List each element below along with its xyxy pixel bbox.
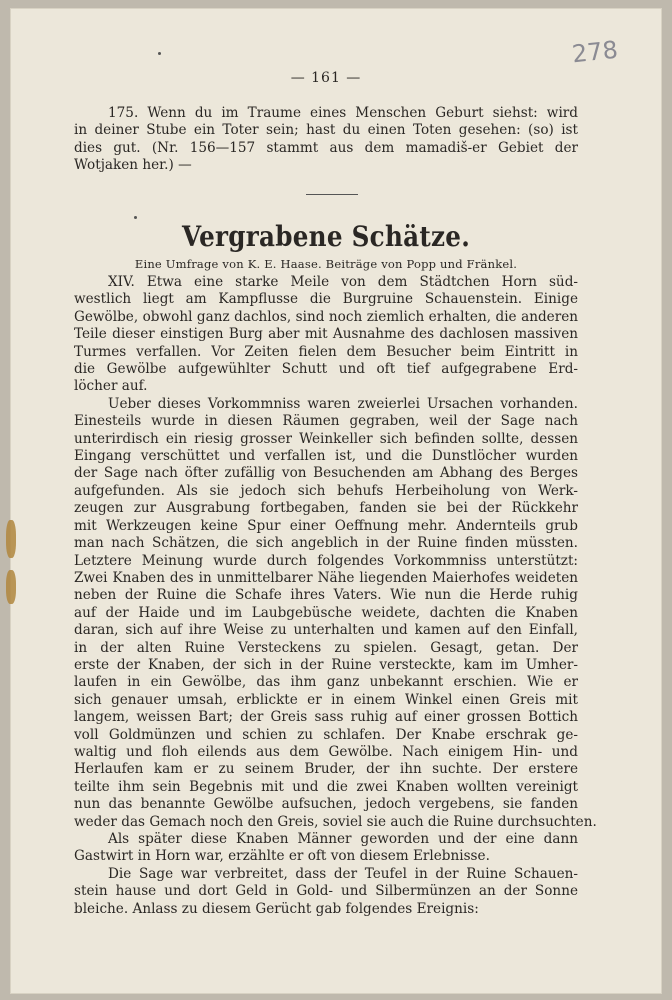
text-line: Turmes verfallen. Vor Zeiten fielen dem Besucher beim Eintritt in [74, 343, 578, 360]
article-subtitle: Eine Umfrage von K. E. Haase. Beiträge von Popp und Fränkel. [134, 257, 518, 271]
text-line: neben der Ruine die Schafe ihres Vaters. Wie nun die Herde ruhig [74, 587, 578, 604]
paragraph [74, 274, 578, 396]
text-line: waltig und floh eilends aus dem Gewölbe. Nach einigem Hin- und [74, 743, 578, 760]
text-line: Als später diese Knaben Männer geworden und der eine dann [108, 831, 578, 847]
rust-stain [6, 570, 16, 604]
paragraph [74, 831, 578, 866]
text-line: langem, weissen Bart; der Greis sass ruhig auf einer grossen Bottich [74, 709, 578, 726]
text-line: aufgefunden. Als sie jedoch sich behufs Herbeiholung von Werk- [74, 482, 578, 499]
text-line: unterirdisch ein riesig grosser Weinkeller sich befinden sollte, dessen [74, 430, 578, 447]
text-line: nun das benannte Gewölbe aufsuchen, jedoch vergebens, sie fanden [74, 796, 578, 813]
text-line: dies gut. (Nr. 156—157 stammt aus dem mamadiš-er Gebiet der [74, 139, 578, 156]
speck [158, 52, 161, 55]
text-line: löcher auf. [74, 378, 148, 395]
text-line: Ueber dieses Vorkommniss waren zweierlei Ursachen vorhanden. [108, 395, 578, 412]
text-line: Die Sage war verbreitet, dass der Teufel in der Ruine Schauen- [108, 865, 578, 882]
text-line: Eingang verschüttet und verfallen ist, und die Dunstlöcher wurden [74, 448, 578, 465]
text-line: Letztere Meinung wurde durch folgendes Vorkommniss unterstützt: [74, 552, 578, 569]
text-line: daran, sich auf ihre Weise zu unterhalten und kamen auf den Einfall, [74, 622, 578, 639]
speck [134, 216, 137, 219]
text-line: westlich liegt am Kampflusse die Burgruine Schauenstein. Einige [74, 291, 578, 308]
text-line: erste der Knaben, der sich in der Ruine versteckte, kam im Umher- [74, 656, 578, 673]
rust-stain [6, 520, 16, 558]
document-page [10, 8, 662, 994]
text-line: Herlaufen kam er zu seinem Bruder, der ihn suchte. Der erstere [74, 761, 578, 778]
text-line: weder das Gemach noch den Greis, soviel sie auch die Ruine durchsuchten. [74, 813, 597, 830]
text-line: auf der Haide und im Laubgebüsche weidete, dachten die Knaben [74, 604, 578, 621]
text-line: die Gewölbe aufgewühlter Schutt und oft tief aufgegrabene Erd- [74, 361, 578, 378]
article-body [74, 274, 597, 918]
text-line: 175. Wenn du im Traume eines Menschen Geburt siehst: wird [108, 105, 578, 121]
text-line: in der alten Ruine Versteckens zu spielen. Gesagt, getan. Der [74, 639, 578, 656]
text-line: Wotjaken her.) — [74, 157, 192, 174]
text-line: mit Werkzeugen keine Spur einer Oeffnung mehr. Andernteils grub [74, 517, 578, 534]
text-line: Einesteils wurde in diesen Räumen gegraben, weil der Sage nach [74, 413, 578, 430]
handwritten-page-number: 278 [570, 35, 620, 69]
text-line: Gewölbe, obwohl ganz dachlos, sind noch ziemlich erhalten, die anderen [74, 308, 578, 325]
paragraph [74, 105, 578, 175]
article-title: Vergrabene Schätze. [181, 220, 471, 253]
section-divider [306, 194, 358, 195]
paragraph [74, 866, 578, 918]
paragraph [74, 395, 597, 831]
text-line: in deiner Stube ein Toter sein; hast du einen Toten gesehen: (so) ist [74, 122, 578, 139]
text-line: teilte ihm sein Begebnis mit und die zwei Knaben wollten vereinigt [74, 778, 578, 795]
text-line: Teile dieser einstigen Burg aber mit Ausnahme des dachlosen massiven [74, 326, 578, 343]
text-line: laufen in ein Gewölbe, das ihm ganz unbekannt erschien. Wie er [74, 674, 578, 691]
section-175 [74, 105, 578, 175]
text-line: der Sage nach öfter zufällig von Besuchenden am Abhang des Berges [74, 465, 578, 482]
text-line: XIV. Etwa eine starke Meile von dem Städtchen Horn süd- [108, 274, 578, 290]
text-line: stein hause und dort Geld in Gold- und Silbermünzen an der Sonne [74, 883, 578, 900]
text-line: voll Goldmünzen und schien zu schlafen. Der Knabe erschrak ge- [74, 726, 578, 743]
text-line: Zwei Knaben des in unmittelbarer Nähe liegenden Maierhofes weideten [74, 569, 578, 586]
text-line: Gastwirt in Horn war, erzählte er oft von diesem Erlebnisse. [74, 848, 490, 865]
text-line: man nach Schätzen, die sich angeblich in der Ruine finden müssten. [74, 535, 578, 552]
text-line: bleiche. Anlass zu diesem Gerücht gab folgendes Ereignis: [74, 900, 479, 917]
text-line: sich genauer umsah, erblickte er in einem Winkel einen Greis mit [74, 691, 578, 708]
text-line: zeugen zur Ausgrabung fortbegaben, fanden sie bei der Rückkehr [74, 500, 578, 517]
page-number: — 161 — [290, 70, 362, 86]
